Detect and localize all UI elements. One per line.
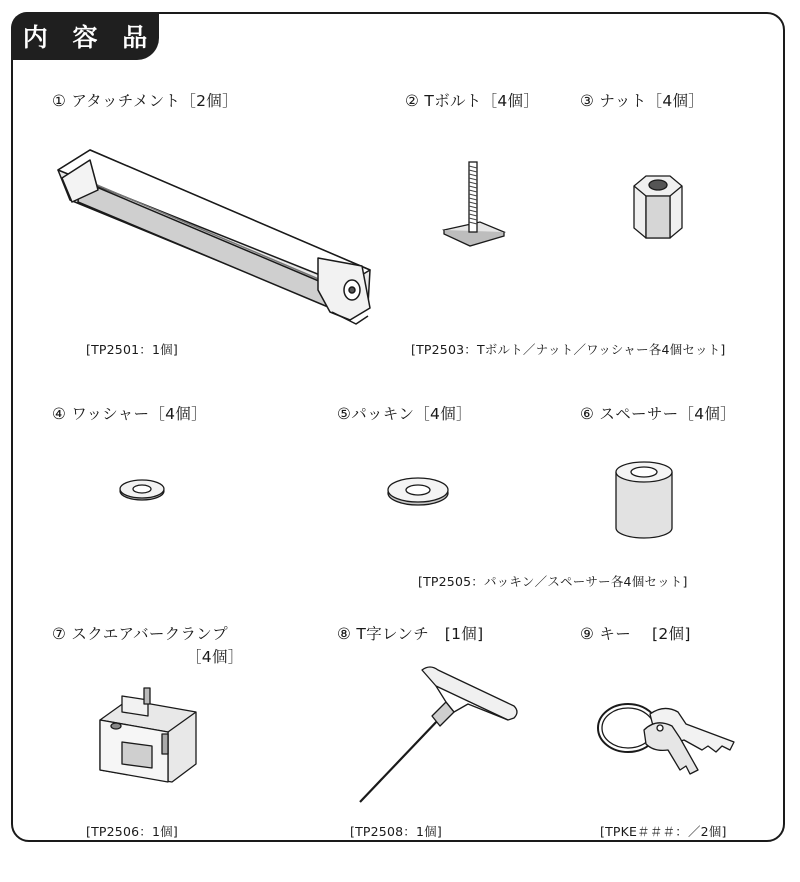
item-7-code: [TP2506：1個] xyxy=(86,824,178,839)
item-8-code: [TP2508：1個] xyxy=(350,824,442,839)
item-7-label-count: ［4個］ xyxy=(186,648,244,666)
key-illustration xyxy=(594,690,744,790)
item-2-code: [TP2503：Tボルト／ナット／ワッシャー各4個セット] xyxy=(411,342,726,357)
section-title: 内 容 品 xyxy=(11,12,159,60)
item-4-label: ④ ワッシャー［4個］ xyxy=(52,405,207,423)
washer-illustration xyxy=(118,478,166,502)
t-wrench-illustration xyxy=(352,660,522,810)
attachment-illustration xyxy=(50,140,380,340)
spacer-illustration xyxy=(612,458,676,542)
item-5-code: [TP2505：パッキン／スペーサー各4個セット] xyxy=(418,574,688,589)
t-bolt-illustration xyxy=(440,160,510,250)
packing-illustration xyxy=(386,476,450,506)
item-9-label: ⑨ キー [2個] xyxy=(580,625,691,643)
item-6-label: ⑥ スペーサー［4個］ xyxy=(580,405,736,423)
nut-illustration xyxy=(630,170,686,242)
item-3-label: ③ ナット［4個］ xyxy=(580,92,705,110)
item-1-label: ① アタッチメント［2個］ xyxy=(52,92,238,110)
item-2-label: ② Tボルト［4個］ xyxy=(405,92,540,110)
item-5-label: ⑤パッキン［4個］ xyxy=(337,405,472,423)
item-7-label: ⑦ スクエアバークランプ xyxy=(52,625,228,643)
square-bar-clamp-illustration xyxy=(92,686,204,786)
item-8-label: ⑧ T字レンチ [1個] xyxy=(337,625,484,643)
item-1-code: [TP2501：1個] xyxy=(86,342,178,357)
item-9-code: [TPKE＃＃＃：／2個] xyxy=(600,824,727,839)
